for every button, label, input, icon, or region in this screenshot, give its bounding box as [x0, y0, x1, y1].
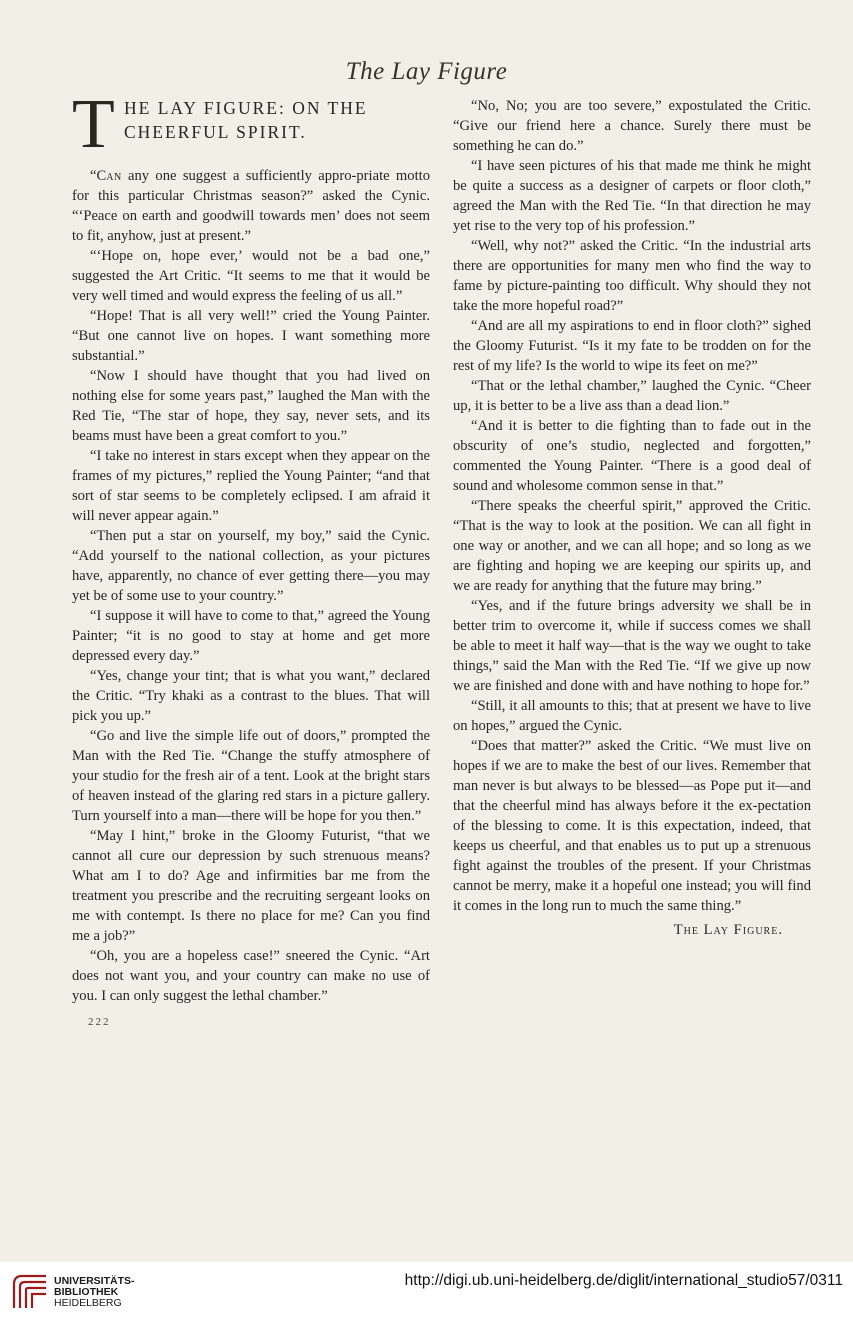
paragraph: “May I hint,” broke in the Gloomy Futurist, “that we cannot all cure our depression by such strenuous means? What am I to do? Age and infirmities bar me from the treatment you prescribe and the recruiting sergeant looks on me with contempt. Is there no place for me? Can you find me a job?” — [72, 828, 430, 944]
paragraph — [72, 166, 430, 246]
small-caps-word: an — [106, 168, 122, 184]
drop-cap: T — [72, 86, 115, 163]
paragraph: “Now I should have thought that you had lived on nothing else for some years past,” laughed the Man with the Red Tie, “The star of hope, they say, never sets, and its beams must have been a great comfort to you.” — [72, 368, 430, 444]
paragraph: “I suppose it will have to come to that,” agreed the Young Painter; “it is no good to stay at home and get more depressed every day.” — [72, 608, 430, 664]
running-head: The Lay Figure — [345, 58, 508, 85]
library-name — [54, 1276, 135, 1309]
paragraph-open: “C — [90, 168, 107, 184]
paragraph: “Then put a star on yourself, my boy,” said the Cynic. “Add yourself to the national collection, as your pictures have, apparently, no chance of ever getting there—you may yet be of some use to your country.” — [72, 528, 430, 604]
title-line-2: CHEERFUL SPIRIT. — [124, 122, 307, 142]
paragraph: “Go and live the simple life out of doors,” prompted the Man with the Red Tie. “Change the stuffy atmosphere of your studio for the fresh air of a tent. Look at the bright stars of heaven instead of the glaring red stars in a picture gallery. Turn yourself into a man—there will be hope for you then.” — [72, 728, 430, 824]
paragraph: “And are all my aspirations to end in floor cloth?” sighed the Gloomy Futurist. “Is it my fate to be trodden on for the rest of my life? Is the world to wipe its feet on me?” — [453, 318, 811, 374]
article-heading — [72, 86, 430, 163]
paragraph: “I take no interest in stars except when they appear on the frames of my pictures,” replied the Young Painter; “and that sort of star seems to be completely eclipsed. I am afraid it will never appear again.” — [72, 448, 430, 524]
library-name-line-2: BIBLIOTHEK — [54, 1286, 119, 1298]
paragraph: “There speaks the cheerful spirit,” approved the Critic. “That is the way to look at the position. We can all fight in one way or another, and we can all hope; and so long as we are fighting and hoping we are keeping our spirits up, and we are ready for anything that the future may bring.” — [453, 498, 811, 594]
author-signature: The Lay Figure. — [673, 922, 783, 938]
paragraph: “That or the lethal chamber,” laughed the Cynic. “Cheer up, it is better to be a live ass than a dead lion.” — [453, 378, 811, 414]
left-column — [72, 86, 430, 1006]
paragraph: “Still, it all amounts to this; that at present we have to live on hopes,” argued the Cynic. — [453, 698, 811, 734]
library-logo-icon — [10, 1272, 50, 1312]
paragraph: “And it is better to die fighting than to fade out in the obscurity of one’s studio, neglected and forgotten,” commented the Young Painter. “There is a good deal of sound and wholesome common sense in that.” — [453, 418, 811, 494]
paragraph: “Yes, and if the future brings adversity we shall be in better trim to overcome it, while if success comes we shall be able to meet it half way—that is the way we ought to take things,” said the Man with the Red Tie. “If we give up now we are finished and done with and have nothing to hope for.” — [453, 598, 811, 694]
paragraph: “Well, why not?” asked the Critic. “In the industrial arts there are opportunities for many men who find the way to fame by picture-painting too difficult. Why should they not take the more hopeful road?” — [453, 238, 811, 314]
paragraph: “Oh, you are a hopeless case!” sneered the Cynic. “Art does not want you, and your country can make no use of you. I can only suggest the lethal chamber.” — [72, 948, 430, 1004]
library-name-line-3: HEIDELBERG — [54, 1297, 122, 1309]
viewer-footer — [0, 1262, 853, 1324]
page-number: 222 — [88, 1016, 111, 1028]
paragraph: “No, No; you are too severe,” expostulated the Critic. “Give our friend here a chance. Surely there must be something he can do.” — [453, 98, 811, 154]
library-name-line-1: UNIVERSITÄTS- — [54, 1275, 135, 1287]
paragraph-text: any one suggest a sufficiently appro-priate motto for this particular Christmas season?” asked the Cynic. “‘Peace on earth and goodwill towards men’ does not seem to fit, anyhow, just at present.” — [72, 168, 430, 244]
source-url[interactable]: http://digi.ub.uni-heidelberg.de/diglit/international_studio57/0311 — [404, 1272, 843, 1289]
title-line-1: HE LAY FIGURE: ON THE — [124, 98, 368, 118]
paragraph: “I have seen pictures of his that made me think he might be quite a success as a designer of carpets or floor cloth,” agreed the Man with the Red Tie. “In that direction he may yet rise to the very top of his profession.” — [453, 158, 811, 234]
paragraph: “Hope! That is all very well!” cried the Young Painter. “But one cannot live on hopes. I want something more substantial.” — [72, 308, 430, 364]
paragraph: “Yes, change your tint; that is what you want,” declared the Critic. “Try khaki as a contrast to the blues. That will pick you up.” — [72, 668, 430, 724]
right-column — [453, 96, 811, 940]
paragraph: “Does that matter?” asked the Critic. “We must live on hopes if we are to make the best of our lives. Remember that man never is but always to be blessed—as Pope put it—and that the cheerful mind has always before it the ex-pectation of the blessing to come. It is this expectation, indeed, that keeps us cheerful, and that enables us to put up a strenuous fight against the troubles of the present. If your Christmas cannot be merry, make it a hopeful one instead; you will find it comes in the long run to much the same thing.” — [453, 738, 811, 914]
paragraph: “‘Hope on, hope ever,’ would not be a bad one,” suggested the Art Critic. “It seems to me that it would be very well timed and would express the feeling of us all.” — [72, 248, 430, 304]
